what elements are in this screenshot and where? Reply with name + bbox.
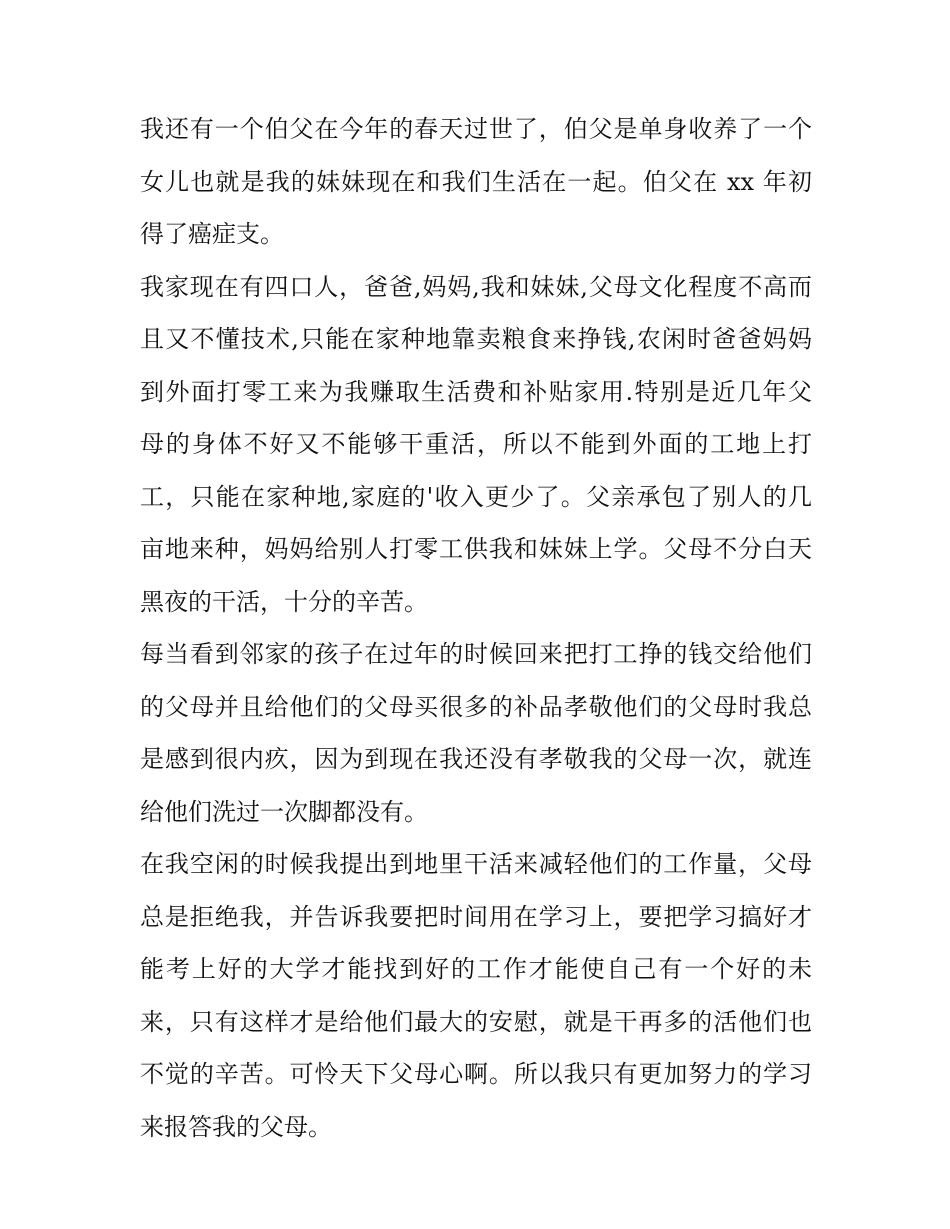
text-line: 亩地来种，妈妈给别人打零工供我和妹妹上学。父母不分白天 bbox=[140, 535, 812, 563]
text-line: 能考上好的大学才能找到好的工作才能使自己有一个好的未 bbox=[140, 955, 812, 983]
text-line: 我家现在有四口人，爸爸,妈妈,我和妹妹,父母文化程度不高而 bbox=[140, 272, 812, 301]
text-line: 到外面打零工来为我赚取生活费和补贴家用.特别是近几年父 bbox=[140, 377, 812, 406]
text-line: 总是拒绝我，并告诉我要把时间用在学习上，要把学习搞好才 bbox=[140, 902, 812, 931]
text-line: 女儿也就是我的妹妹现在和我们生活在一起。伯父在 xx 年初 bbox=[140, 167, 812, 196]
text-line: 我还有一个伯父在今年的春天过世了，伯父是单身收养了一个 bbox=[140, 115, 812, 143]
text-line: 是感到很内疚，因为到现在我还没有孝敬我的父母一次，就连 bbox=[140, 745, 812, 773]
text-line: 工，只能在家种地,家庭的'收入更少了。父亲承包了别人的几 bbox=[140, 482, 812, 511]
text-line: 每当看到邻家的孩子在过年的时候回来把打工挣的钱交给他们 bbox=[140, 640, 812, 668]
text-line: 给他们洗过一次脚都没有。 bbox=[140, 797, 428, 826]
text-line: 得了癌症支。 bbox=[140, 220, 284, 248]
document-page bbox=[140, 108, 812, 1158]
paragraph-4 bbox=[140, 843, 812, 1158]
paragraph-2 bbox=[140, 266, 812, 634]
text-line: 且又不懂技术,只能在家种地靠卖粮食来挣钱,农闲时爸爸妈妈 bbox=[140, 325, 812, 353]
text-line: 来，只有这样才是给他们最大的安慰，就是干再多的活他们也 bbox=[140, 1007, 812, 1036]
text-line: 来报答我的父母。 bbox=[140, 1112, 332, 1141]
paragraph-3 bbox=[140, 633, 812, 843]
paragraph-1 bbox=[140, 108, 812, 266]
text-line: 的父母并且给他们的父母买很多的补品孝敬他们的父母时我总 bbox=[140, 692, 812, 721]
text-line: 黑夜的干活，十分的辛苦。 bbox=[140, 587, 428, 616]
text-line: 母的身体不好又不能够干重活，所以不能到外面的工地上打 bbox=[140, 430, 812, 458]
text-line: 不觉的辛苦。可怜天下父母心啊。所以我只有更加努力的学习 bbox=[140, 1060, 812, 1088]
text-line: 在我空闲的时候我提出到地里干活来减轻他们的工作量，父母 bbox=[140, 850, 812, 878]
